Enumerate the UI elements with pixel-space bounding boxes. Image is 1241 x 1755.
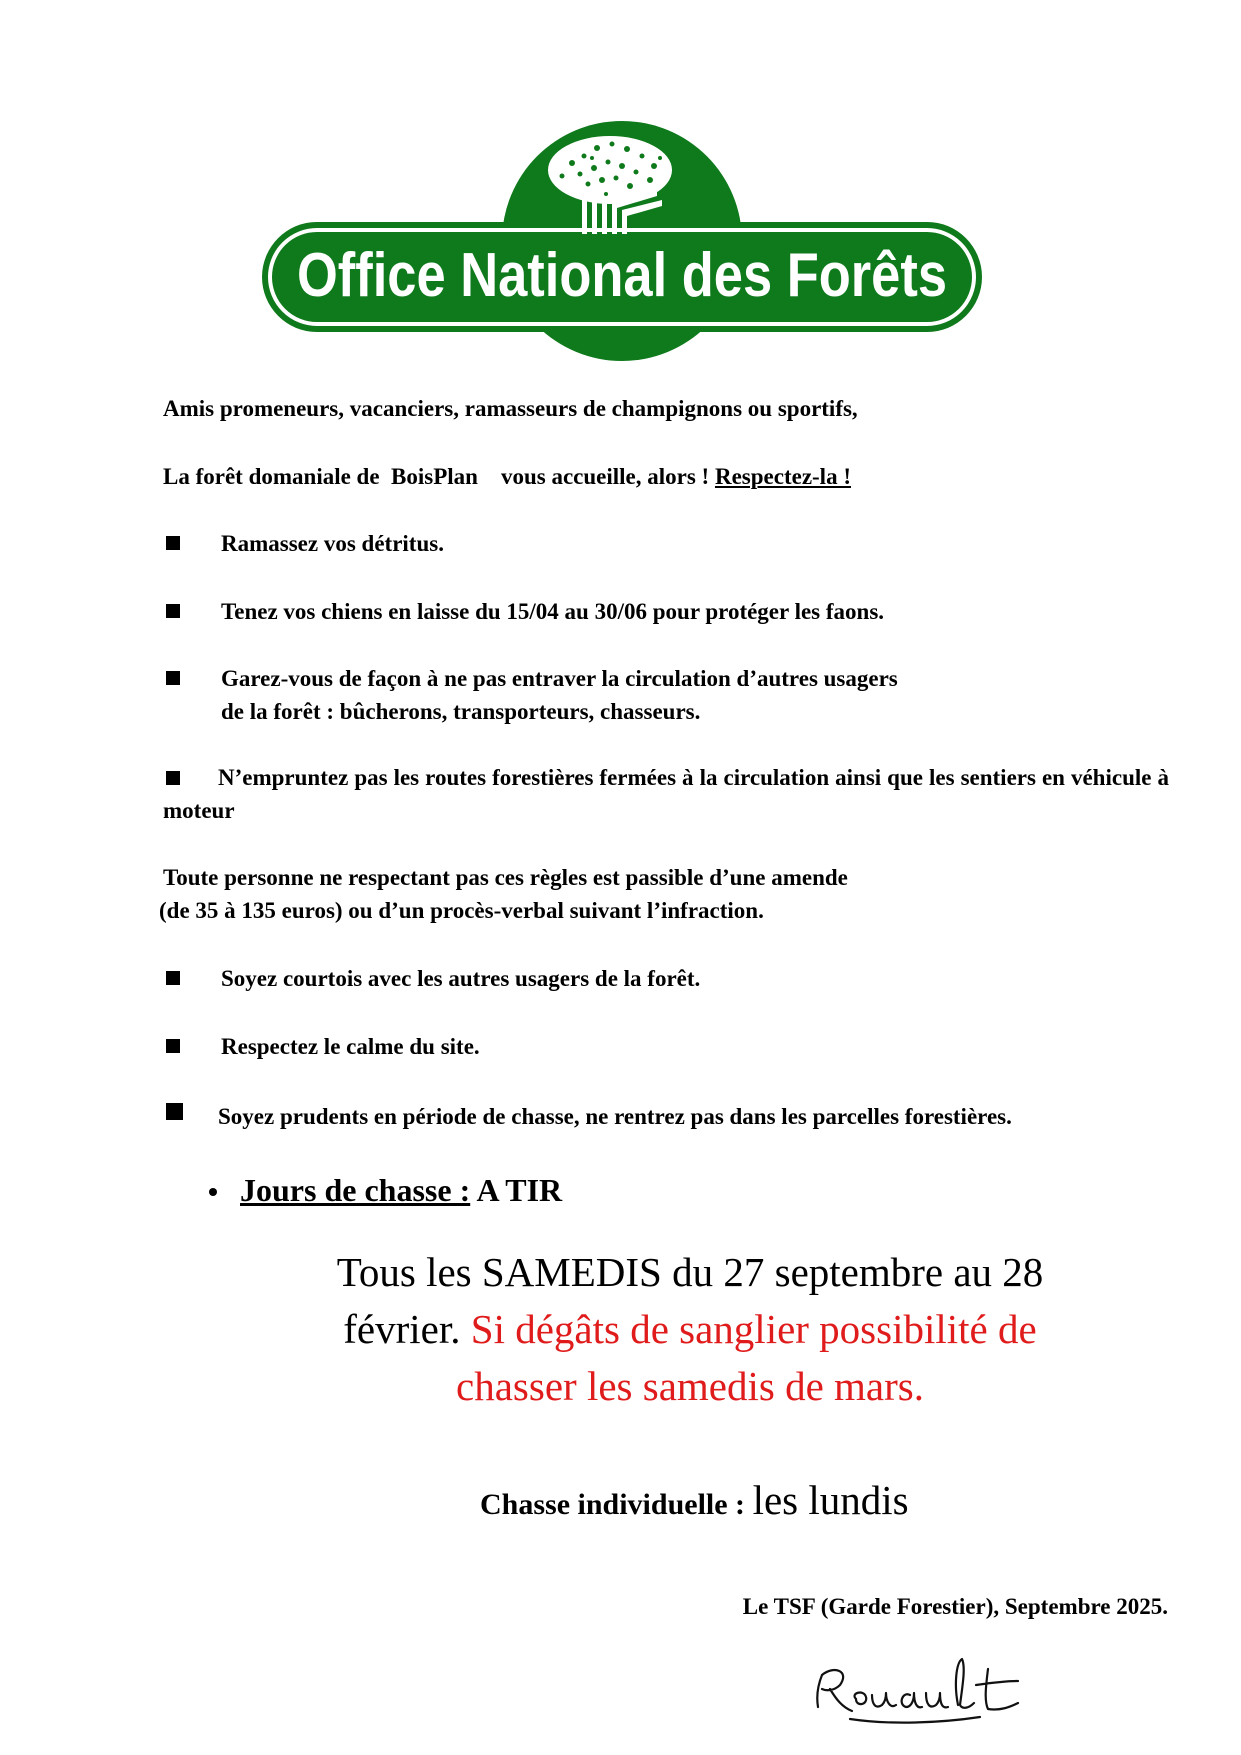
intro-welcome-text: La forêt domaniale de BoisPlan vous accueille, alors ! — [163, 464, 715, 489]
rule-litter: Ramassez vos détritus. — [221, 531, 444, 556]
square-bullet-icon — [166, 604, 180, 618]
intro-respect: Respectez-la ! — [714, 464, 851, 489]
penalty-line2: (de 35 à 135 euros) ou d’un procès-verbal suivant l’infraction. — [159, 898, 764, 923]
hunting-saturdays-line1: Tous les SAMEDIS du 27 septembre au 28 — [336, 1249, 1044, 1295]
individual-hunting — [480, 1475, 909, 1530]
rule-dogs: Tenez vos chiens en laisse du 15/04 au 30/06 pour protéger les faons. — [221, 599, 885, 624]
intro-greeting: Amis promeneurs, vacanciers, ramasseurs de champignons ou sportifs, — [163, 396, 858, 421]
onf-logo — [262, 118, 982, 363]
hunting-boar-note: Si dégâts de sanglier possibilité de — [470, 1306, 1037, 1352]
square-bullet-icon — [166, 536, 180, 550]
sign-off: Le TSF (Garde Forestier), Septembre 2025. — [742, 1594, 1168, 1619]
hunting-days-value: A TIR — [470, 1172, 563, 1208]
rule-parking-line1: Garez-vous de façon à ne pas entraver la circulation d’autres usagers — [221, 666, 898, 691]
hunting-march-note: chasser les samedis de mars. — [456, 1363, 924, 1409]
square-bullet-icon — [166, 1039, 180, 1053]
hunting-saturdays-line2 — [190, 1301, 1190, 1358]
rule-parking-line2: de la forêt : bûcherons, transporteurs, chasseurs. — [221, 699, 701, 724]
signature — [810, 1645, 1030, 1735]
rule-prudent: Soyez prudents en période de chasse, ne rentrez pas dans les parcelles forestières. — [218, 1104, 1012, 1129]
square-bullet-icon — [166, 971, 180, 985]
hunting-february: février. — [343, 1306, 471, 1352]
hunting-days — [240, 1170, 562, 1210]
rule-calm: Respectez le calme du site. — [221, 1034, 480, 1059]
individual-hunting-label: Chasse individuelle : — [480, 1488, 753, 1521]
rule-courteous: Soyez courtois avec les autres usagers de la forêt. — [221, 966, 701, 991]
round-bullet-icon — [209, 1188, 217, 1196]
individual-hunting-value: les lundis — [752, 1477, 909, 1523]
hunting-days-label: Jours de chasse : — [240, 1172, 471, 1208]
logo-text: Office National des Forêts — [297, 241, 947, 310]
rule-roads: N’empruntez pas les routes forestières fermées à la circulation ainsi que les sentiers en véhicule à moteur — [163, 765, 1169, 823]
square-bullet-icon — [166, 671, 180, 685]
intro-welcome — [163, 460, 851, 493]
penalty-line1: Toute personne ne respectant pas ces règles est passible d’une amende — [163, 865, 848, 890]
